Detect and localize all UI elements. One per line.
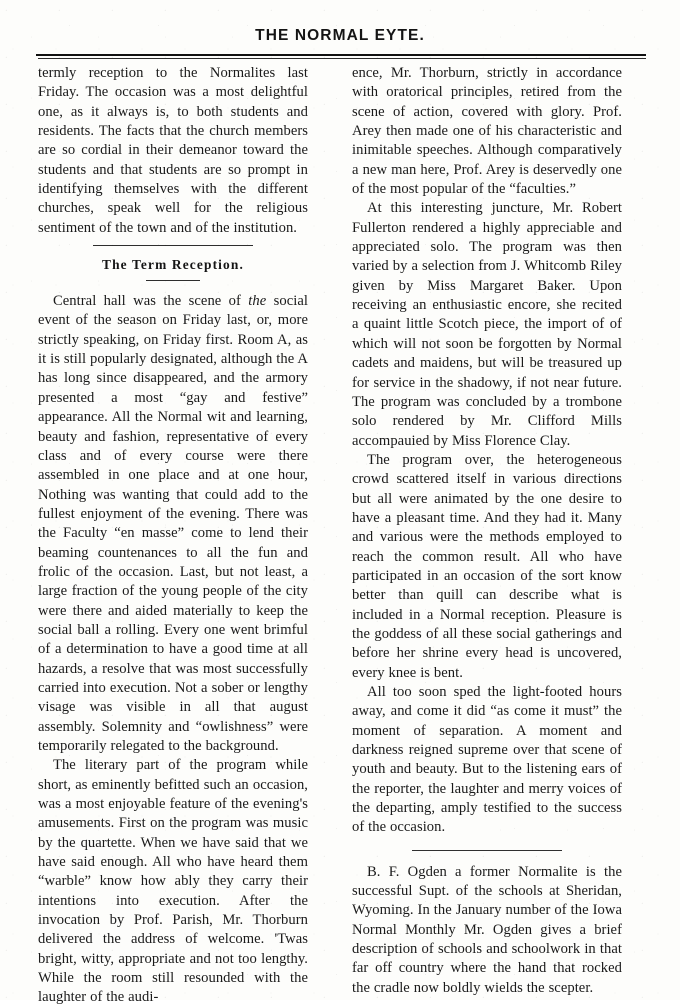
paragraph-all-too-soon: All too soon sped the light-footed hours away, and come it did “as come it must” the moment of separation. A moment and darkness reigned supreme over that scene of youth and beauty. But to the listening ears of the reporter, the laughter and merry voices of the departing, amply testified to the success of the occasion. [352, 684, 622, 836]
article-columns [0, 64, 680, 1006]
left-column [38, 64, 308, 1008]
masthead-rule-thin [38, 58, 646, 59]
masthead-rule [36, 54, 646, 59]
paragraph-central-hall [38, 292, 308, 756]
section-rule-above [93, 245, 253, 246]
right-column [352, 64, 622, 998]
paragraph-program-over: The program over, the heterogeneous crowd scattered itself in various directions but all were animated by the one desire to have a pleasant time. And they had it. Many and various were the methods employed to reach the common result. All who have participated in an occasion of the sort know better than quill can describe what is included in a Normal reception. Pleasure is the goddess of all these social gatherings and before her shrine every head is uncovered, every knee is bent. [352, 451, 622, 681]
central-hall-text-after: social event of the season on Friday last, or, more strictly speaking, on Friday first. Room A, as it is still popularly designated, although the A has long since disappeared, and the armory presented a most “gay and festive” appearance. All the Normal wit and learning, beauty and fashion, representative of every class and of every course were there assembled in one place and at one hour, Nothing was wanting that could add to the fullest enjoyment of the evening. There was the Faculty “en masse” come to lend their beaming countenances to all the fun and frolic of the occasion. Last, but not least, a large fraction of the young people of the city were there and aided materially to keep the social ball a rolling. Every one went brimful of a determination to have a good time at all hazards, a resolve that was most successfully carried into execution. Not a sober or lengthy visage was visible in all that august assembly. Solemnity and “owlishness” were temporarily relegated to the background. [38, 293, 308, 754]
central-hall-text-before: Central hall was the scene of [53, 293, 249, 310]
paragraph-literary-part: The literary part of the program while short, as eminently befitted such an occasion, was a most enjoyable feature of the evening's amusements. First on the program was music by the quartette. When we have said that we have said enough. All who have heard them “warble” know how ably they carry their intentions into execution. After the invocation by Prof. Parish, Mr. Thorburn delivered the address of welcome. 'Twas bright, witty, appropriate and not too lengthy. While the room still resounded with the laughter of the audi- [38, 757, 308, 1006]
section-rule-below [146, 280, 200, 281]
section-header-block [38, 245, 308, 281]
masthead [38, 26, 642, 50]
column-divider-rule [412, 850, 562, 851]
masthead-rule-thick [36, 54, 646, 56]
paragraph-ence-thorburn: ence, Mr. Thorburn, strictly in accordance with oratorical principles, retired from the scene of action, covered with glory. Prof. Arey then made one of his characteristic and inimitable speeches. Although comparatively a new man here, Prof. Arey is deservedly one of the most popular of the “faculties.” [352, 65, 622, 198]
page-title: THE NORMAL EYTE. [255, 27, 425, 44]
paragraph-bf-ogden: B. F. Ogden a former Normalite is the successful Supt. of the schools at Sheridan, Wyoming. In the January number of the Iowa Normal Monthly Mr. Ogden gives a brief description of schools and schoolwork in that far off country where the hand that rocked the cradle now boldly wields the scepter. [352, 863, 622, 996]
section-title-term-reception: The Term Reception. [102, 257, 244, 273]
paragraph-interesting-juncture: At this interesting juncture, Mr. Robert Fullerton rendered a highly appreciable and appreciated solo. The program was then varied by a selection from J. Whitcomb Riley given by Miss Margaret Baker. Upon receiving an enthusiastic encore, she recited a quaint little Scotch piece, the import of of which will not soon be forgotten by Normal cadets and maidens, but will be treasured up for service in the shadowy, if not near future. The program was concluded by a trombone solo rendered by Mr. Clifford Mills accompauied by Miss Florence Clay. [352, 200, 622, 449]
central-hall-italic-word: the [248, 293, 267, 310]
paragraph-termly-reception: termly reception to the Normalites last Friday. The occasion was a most delightful one, as it always is, to both students and residents. The facts that the church members are so cordial in their demeanor toward the students and that students are so prompt in identifying themselves with the different churches, speak well for the religious sentiment of the town and of the institution. [38, 65, 308, 236]
